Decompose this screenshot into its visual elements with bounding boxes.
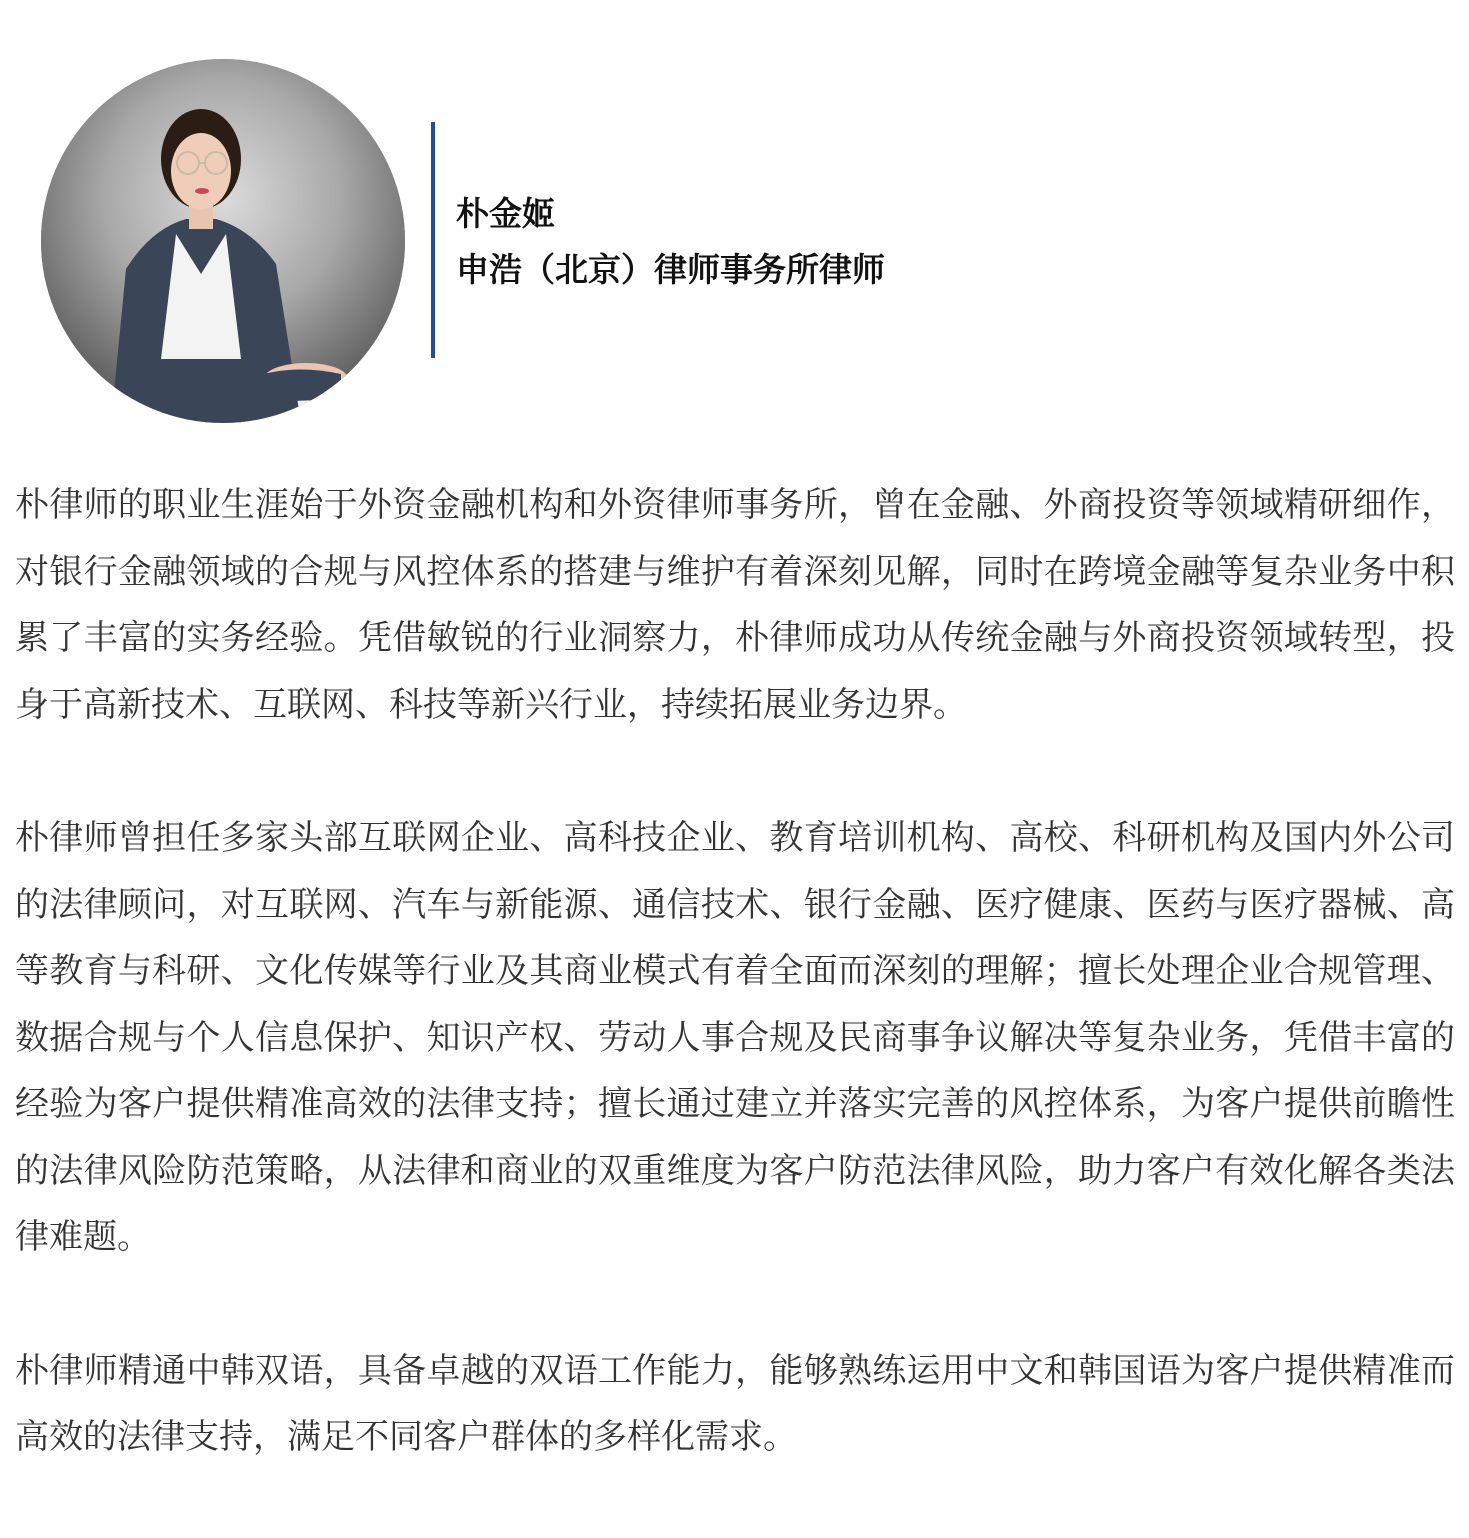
lawyer-title: 申浩（北京）律师事务所律师 [456, 250, 885, 289]
bio-paragraph-2: 朴律师曾担任多家头部互联网企业、高科技企业、教育培训机构、高校、科研机构及国内外公司的法律顾问，对互联网、汽车与新能源、通信技术、银行金融、医疗健康、医药与医疗器械、高等教育与科研、文化传媒等行业及其商业模式有着全面而深刻的理解；擅长处理企业合规管理、数据合规与个人信息保护、知识产权、劳动人事合规及民商事争议解决等复杂业务，凭借丰富的经验为客户提供精准高效的法律支持；擅长通过建立并落实完善的风控体系，为客户提供前瞻性的法律风险防范策略，从法律和商业的双重维度为客户防范法律风险，助力客户有效化解各类法律难题。 [15, 818, 1455, 1257]
bio-paragraph-1: 朴律师的职业生涯始于外资金融机构和外资律师事务所，曾在金融、外商投资等领域精研细作，对银行金融领域的合规与风控体系的搭建与维护有着深刻见解，同时在跨境金融等复杂业务中积累了丰富的实务经验。凭借敏锐的行业洞察力，朴律师成功从传统金融与外商投资领域转型，投身于高新技术、互联网、科技等新兴行业，持续拓展业务边界。 [15, 485, 1455, 725]
lawyer-portrait-photo [41, 59, 405, 423]
lawyer-name-block [456, 186, 885, 298]
bio-paragraph-3: 朴律师精通中韩双语，具备卓越的双语工作能力，能够熟练运用中文和韩国语为客户提供精准而高效的法律支持，满足不同客户群体的多样化需求。 [15, 1350, 1455, 1457]
lawyer-bio [15, 472, 1455, 1471]
paragraph-spacer [15, 1271, 1455, 1338]
paragraph-spacer [15, 738, 1455, 805]
portrait-illustration [41, 59, 405, 423]
accent-divider-bar [431, 122, 435, 358]
lawyer-profile-header [0, 0, 1469, 440]
lawyer-name: 朴金姬 [456, 194, 555, 233]
